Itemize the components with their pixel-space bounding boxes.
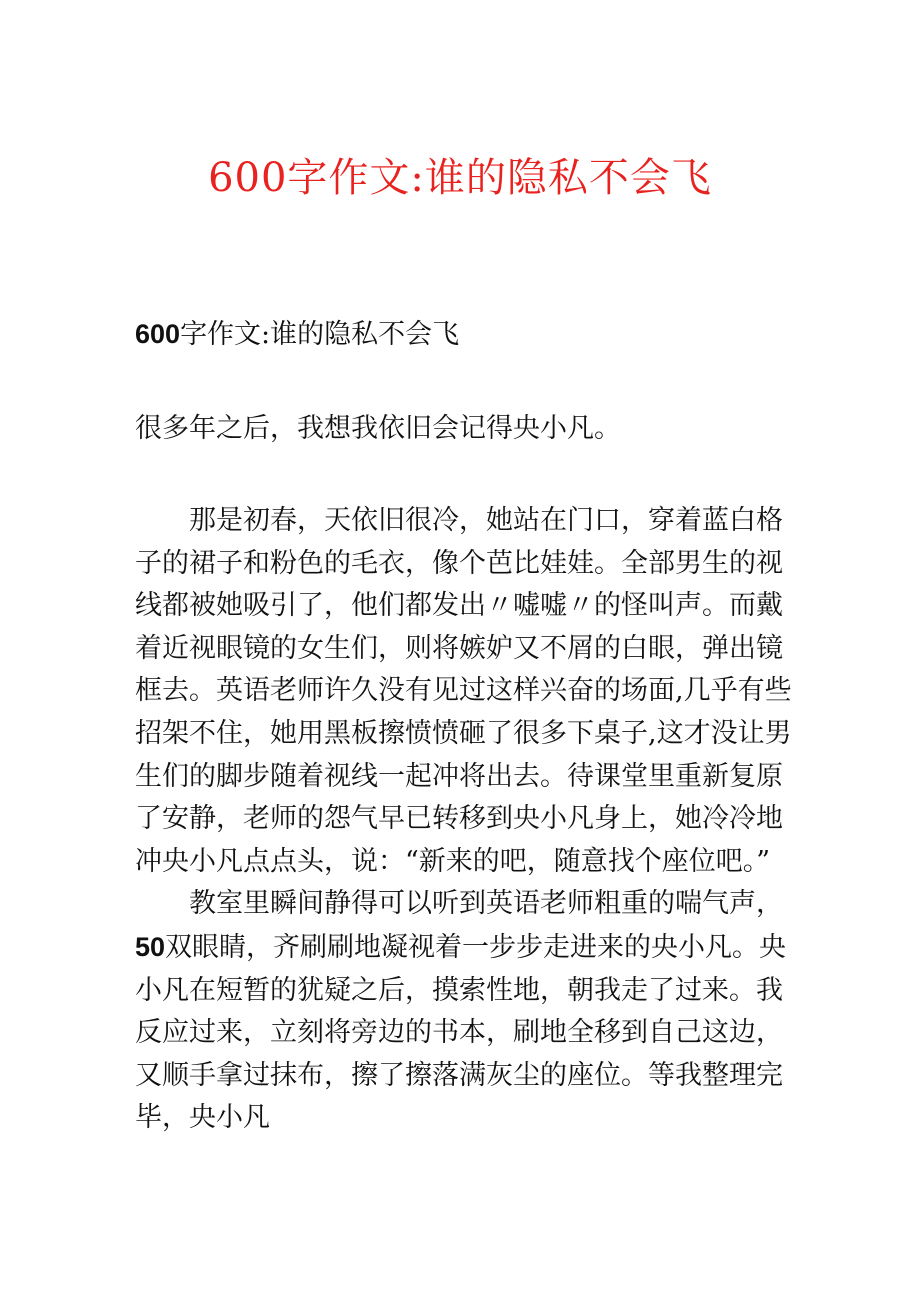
paragraph-2-number: 50 bbox=[135, 931, 166, 962]
paragraph-2-start: 教室里瞬间静得可以听到英语老师粗重的喘气声， bbox=[189, 888, 783, 920]
document-title: 600字作文:谁的隐私不会飞 bbox=[208, 155, 712, 201]
paragraph-2 bbox=[135, 883, 800, 1140]
subtitle-text: 字作文:谁的隐私不会飞 bbox=[180, 319, 460, 350]
paragraph-1: 那是初春，天依旧很冷，她站在门口，穿着蓝白格子的裙子和粉色的毛衣，像个芭比娃娃。全部男生的视线都被她吸引了，他们都发出〃嘘嘘〃的怪叫声。而戴着近视眼镜的女生们，则将嫉妒又不屑的白眼，弹出镜框去。英语老师许久没有见过这样兴奋的场面,几乎有些招架不住，她用黑板擦愤愤砸了很多下桌子,这才没让男生们的脚步随着视线一起冲将出去。待课堂里重新复原了安静，老师的怨气早已转移到央小凡身上，她冷冷地冲央小凡点点头，说：“新来的吧，随意找个座位吧。” bbox=[135, 505, 792, 877]
intro-line: 很多年之后，我想我依旧会记得央小凡。 bbox=[135, 413, 621, 444]
body-text bbox=[135, 500, 800, 1140]
subtitle-number: 600 bbox=[135, 319, 181, 349]
paragraph-2-rest: 双眼睛，齐刷刷地凝视着一步步走进来的央小凡。央小凡在短暂的犹疑之后，摸索性地，朝我走了过来。我反应过来，立刻将旁边的书本，刷地全移到自己这边，又顺手拿过抹布，擦了擦落满灰尘的座位。等我整理完毕，央小凡 bbox=[135, 931, 787, 1134]
document-subtitle bbox=[135, 312, 459, 351]
